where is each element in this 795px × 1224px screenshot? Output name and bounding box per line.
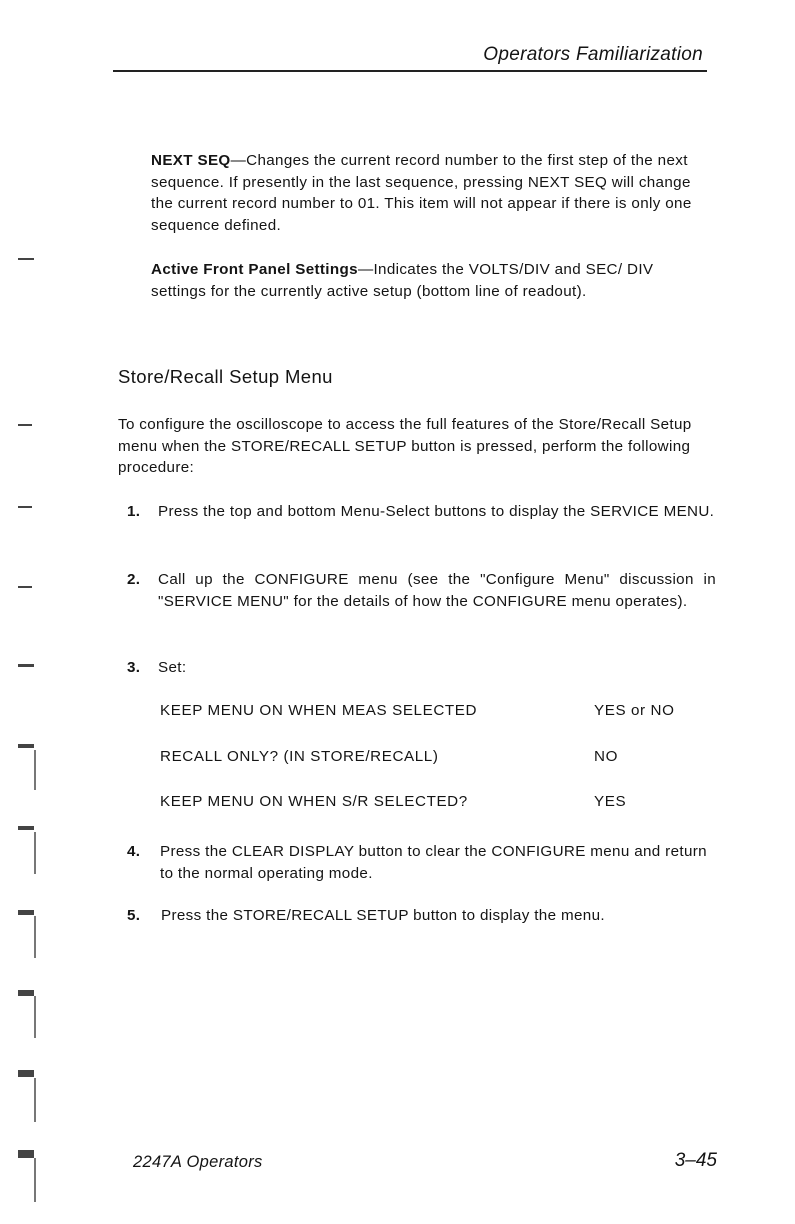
scan-mark xyxy=(18,990,34,996)
scan-mark xyxy=(18,826,34,830)
scan-mark xyxy=(18,424,32,426)
setting-value: YES or NO xyxy=(594,702,675,719)
setting-name: RECALL ONLY? (IN STORE/RECALL) xyxy=(160,748,439,765)
scan-mark xyxy=(34,916,36,958)
step-text: Call up the CONFIGURE menu (see the "Configure Menu" discussion in "SERVICE MENU" for the details of how the CONFIGURE menu operates). xyxy=(158,571,716,610)
scan-mark xyxy=(18,1150,34,1158)
scan-mark xyxy=(34,996,36,1038)
scan-mark xyxy=(18,744,34,748)
scan-mark xyxy=(34,1158,36,1202)
scan-mark xyxy=(34,832,36,874)
setting-name: KEEP MENU ON WHEN MEAS SELECTED xyxy=(160,702,478,719)
scan-mark xyxy=(18,664,34,667)
paragraph-next-seq xyxy=(151,150,711,236)
step-number: 1. xyxy=(127,503,141,520)
section-heading: Store/Recall Setup Menu xyxy=(118,366,333,387)
scan-mark xyxy=(34,1078,36,1122)
scan-mark xyxy=(18,258,34,260)
step-text: Press the CLEAR DISPLAY button to clear the CONFIGURE menu and return to the normal operating mode. xyxy=(160,843,707,882)
definition-next-seq: —Changes the current record number to the first step of the next sequence. If presently in the last sequence, pressing NEXT SEQ will change the current record number to 01. This item will not appear if there is only one sequence defined. xyxy=(151,152,692,234)
term-next-seq: NEXT SEQ xyxy=(151,152,231,169)
page-number: 3–45 xyxy=(674,1150,717,1171)
definition-active-settings: —Indicates the VOLTS/DIV and SEC/ DIV settings for the currently active setup (bottom line of readout). xyxy=(151,261,654,300)
step-number: 4. xyxy=(127,843,141,860)
scan-mark xyxy=(34,750,36,790)
step-text: Set: xyxy=(158,659,187,676)
setting-value: NO xyxy=(594,748,618,765)
binding-edge-artifacts xyxy=(0,0,44,1224)
section-intro: To configure the oscilloscope to access the full features of the Store/Recall Setup menu when the STORE/RECALL SETUP button is pressed, perform the following procedure: xyxy=(118,416,692,476)
step-number: 5. xyxy=(127,907,141,924)
scan-mark xyxy=(18,586,32,588)
term-active-settings: Active Front Panel Settings xyxy=(151,261,358,278)
scan-mark xyxy=(18,506,32,508)
step-number: 3. xyxy=(127,659,141,676)
header-rule xyxy=(113,70,707,72)
setting-name: KEEP MENU ON WHEN S/R SELECTED? xyxy=(160,793,468,810)
step-number: 2. xyxy=(127,571,141,588)
step-text: Press the top and bottom Menu-Select buttons to display the SERVICE MENU. xyxy=(158,503,715,520)
step-text: Press the STORE/RECALL SETUP button to display the menu. xyxy=(161,907,605,924)
footer-manual-title: 2247A Operators xyxy=(133,1153,263,1171)
scan-mark xyxy=(18,1070,34,1077)
running-header: Operators Familiarization xyxy=(483,44,703,65)
paragraph-active-settings xyxy=(151,259,711,302)
setting-value: YES xyxy=(594,793,627,810)
scan-mark xyxy=(18,910,34,915)
